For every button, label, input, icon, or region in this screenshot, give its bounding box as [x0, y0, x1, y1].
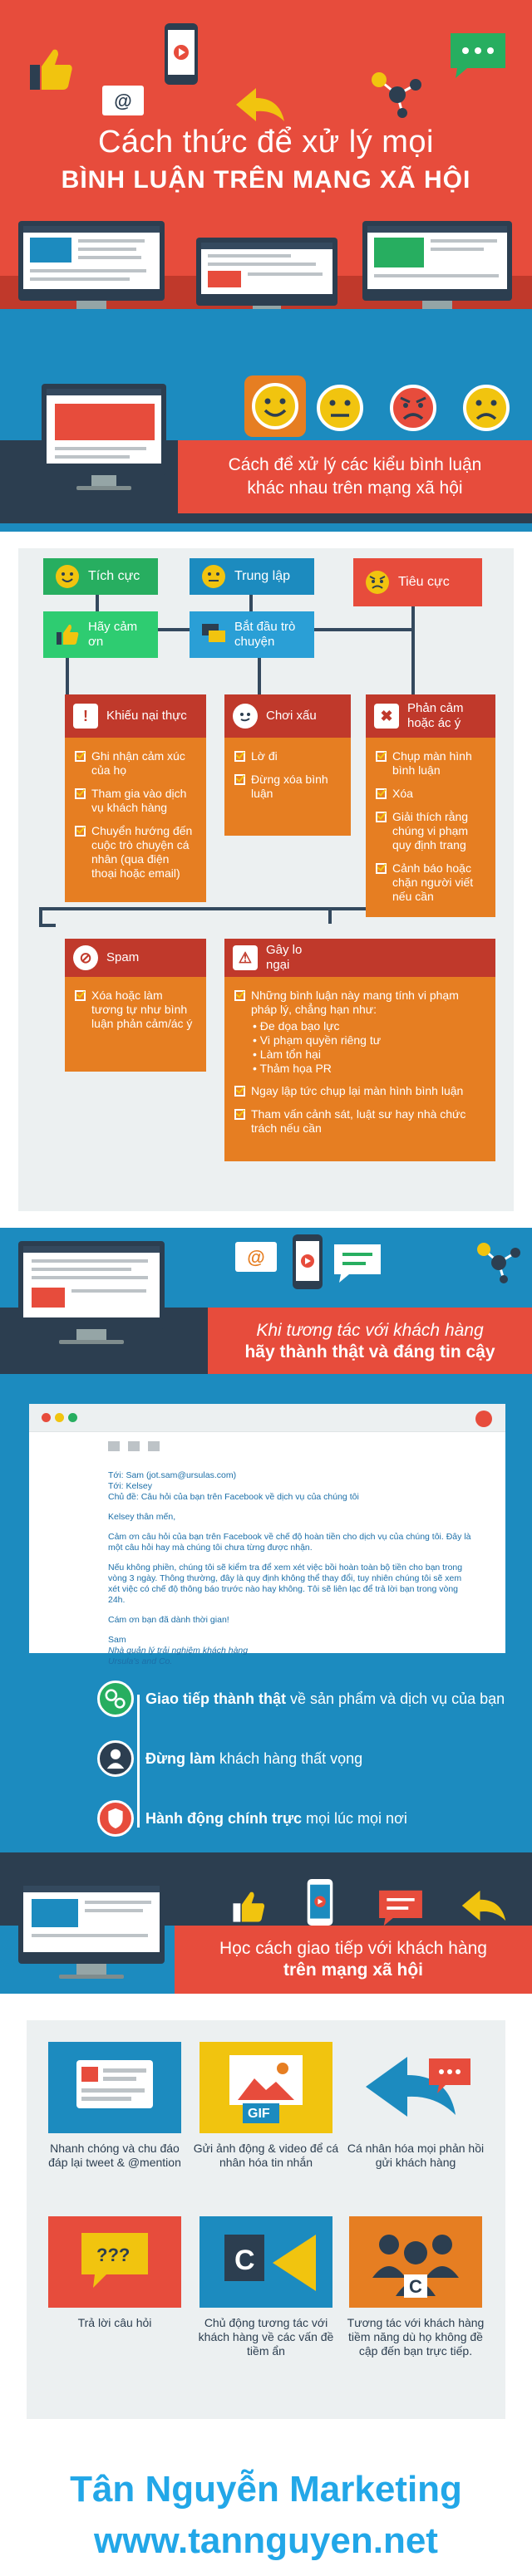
abuse-item: Giải thích rằng chúng vi phạm quy định trang — [392, 810, 469, 851]
tip-row — [29, 1736, 505, 1781]
email-to: Tới: Sam (jot.sam@ursulas.com) — [108, 1470, 237, 1480]
window-close-dot[interactable] — [42, 1413, 51, 1422]
comment-types-title-line1: Cách để xử lý các kiểu bình luận — [228, 455, 482, 474]
email-toolbar — [108, 1441, 474, 1453]
positive-header — [43, 558, 158, 595]
abuse-item: Chụp màn hình bình luận — [392, 749, 472, 777]
angry-face-icon — [389, 384, 437, 432]
email-sign-name: Sam — [108, 1635, 126, 1645]
warning-icon: ⚠ — [233, 945, 258, 970]
gif-label: GIF — [248, 2107, 270, 2121]
complaint-item: Ghi nhận cảm xúc của họ — [91, 749, 185, 777]
concern-item: Tham vấn cảnh sát, luật sư hay nhà chức trách nếu cần — [251, 1107, 466, 1135]
honesty-title-line2: hãy thành thật và đáng tin cậy — [244, 1342, 495, 1362]
personal-title-line1: Học cách giao tiếp với khách hàng — [219, 1939, 487, 1958]
email-greeting: Kelsey thân mến, — [108, 1512, 176, 1522]
monitor-section3 — [18, 1241, 165, 1329]
neutral-label: Trung lập — [234, 569, 290, 583]
reply-arrow-icon — [234, 86, 286, 123]
complaint-card — [65, 694, 206, 902]
monitor-center — [196, 238, 337, 306]
neutral-face-icon — [316, 384, 364, 432]
share-network-icon — [366, 68, 424, 118]
hero-title-line2: BÌNH LUẬN TRÊN MẠNG XÃ HỘI — [61, 166, 471, 194]
comment-types-title-line2: khác nhau trên mạng xã hội — [247, 478, 463, 498]
abuse-title: Phản cảm hoặc ác ý — [407, 701, 464, 730]
chat-bubble-icon — [331, 1241, 384, 1286]
neutral-face-icon — [201, 564, 226, 589]
concern-subitem: • Làm tổn hại — [253, 1048, 321, 1061]
honesty-banner — [208, 1308, 532, 1374]
brand-name: Tân Nguyễn Marketing — [70, 2469, 462, 2510]
tweet-tile — [48, 2042, 181, 2133]
questions-tile — [48, 2216, 181, 2308]
complaint-item: Tham gia vào dịch vụ khách hàng — [91, 787, 187, 814]
email-body — [108, 1470, 474, 1667]
svg-text:@: @ — [114, 91, 132, 111]
gif-tile — [200, 2042, 332, 2133]
hero-title-line1: Cách thức để xử lý mọi — [97, 125, 434, 159]
prospects-tile — [349, 2216, 482, 2308]
chat-bubble-icon — [447, 30, 509, 81]
concern-subitem: • Đe dọa bạo lực — [253, 1019, 340, 1033]
angry-face-icon — [365, 570, 390, 595]
email-window-titlebar — [29, 1404, 505, 1432]
thumbs-up-icon — [55, 622, 80, 647]
trolling-card — [224, 694, 351, 836]
email-icon — [101, 85, 145, 116]
phone-icon — [163, 22, 200, 86]
c-logo-label: C — [234, 2245, 255, 2276]
honesty-title-line1: Khi tương tác với khách hàng — [256, 1321, 484, 1340]
block-icon: ⊘ — [73, 945, 98, 970]
proactive-tile — [200, 2216, 332, 2308]
trolling-item: Đừng xóa bình luận — [251, 773, 328, 800]
phone-icon — [291, 1233, 324, 1291]
tip-row — [29, 1796, 505, 1841]
trolling-item: Lờ đi — [251, 749, 278, 763]
spam-card — [65, 939, 206, 1072]
email-paragraph: Nếu không phiền, chúng tôi sẽ kiểm tra để xem xét việc bồi hoàn toàn bộ tiền cho bạn trong vòng 3 ngày. Thông thường, đây là quy định không thể thay đổi, tuy nhiên chúng tôi sẽ xem xét việc có chế độ thông báo trước nào hay không. Tôi sẽ liên lạc để trả lời bạn trong vòng 24h. — [108, 1563, 463, 1605]
chat-icon — [201, 622, 226, 647]
window-maximize-dot[interactable] — [68, 1413, 77, 1422]
email-sign-company: Ursula's and Co. — [108, 1656, 173, 1666]
sad-face-icon — [462, 384, 510, 432]
gears-icon — [97, 1681, 134, 1717]
neutral-action-label: Bắt đầu trò chuyện — [234, 620, 296, 649]
tile-caption: Trả lời câu hỏi — [77, 2316, 152, 2329]
negative-header — [353, 558, 482, 606]
spam-item: Xóa hoặc làm tương tự như bình luận phản cảm/ác ý — [91, 989, 193, 1030]
abuse-item: Cảnh báo hoặc chặn người viết nếu cần — [392, 861, 474, 903]
tip-row — [29, 1676, 505, 1721]
monitor-section2 — [42, 384, 166, 475]
tip-text: Giao tiếp thành thật về sản phẩm và dịch vụ của bạn — [145, 1690, 505, 1707]
positive-action — [43, 611, 158, 658]
tip-text: Hành động chính trực mọi lúc mọi nơi — [145, 1809, 407, 1827]
person-icon — [97, 1740, 134, 1777]
brand-url[interactable]: www.tannguyen.net — [94, 2520, 438, 2561]
negative-label: Tiêu cực — [398, 575, 450, 589]
personal-title-line2: trên mạng xã hội — [283, 1960, 424, 1980]
trolling-title: Chơi xấu — [266, 709, 317, 723]
c-logo-label: C — [409, 2276, 422, 2297]
concern-item: Những bình luận này mang tính vi phạm pháp lý, chẳng hạn như: — [251, 989, 459, 1016]
tile-caption: Tương tác với khách hàng tiềm năng dù họ không đề cập đến bạn trực tiếp. — [347, 2316, 485, 2358]
reply-arrow-icon — [461, 1889, 507, 1922]
concern-title: Gây lo ngại — [266, 943, 303, 972]
abuse-card — [366, 694, 495, 917]
monitor-right — [362, 221, 512, 301]
monitor-left — [18, 221, 165, 301]
concern-item: Ngay lập tức chụp lại màn hình bình luận — [251, 1084, 464, 1097]
toolbar-icon[interactable] — [128, 1441, 140, 1451]
cross-tools-icon: ✖ — [374, 704, 399, 729]
alert-icon: ! — [73, 704, 98, 729]
email-thanks: Cám ơn bạn đã dành thời gian! — [108, 1615, 229, 1625]
email-paragraph: Cảm ơn câu hỏi của bạn trên Facebook về chế độ hoàn tiền cho dịch vụ của chúng tôi. Đây là một câu hỏi hay mà chúng tôi chưa từng được nhận. — [108, 1532, 471, 1553]
troll-face-icon — [233, 704, 258, 729]
spam-title: Spam — [106, 950, 140, 964]
window-minimize-dot[interactable] — [55, 1413, 64, 1422]
question-label: ??? — [96, 2245, 131, 2265]
comment-types-banner — [178, 440, 532, 513]
abuse-item: Xóa — [392, 787, 413, 800]
tip-text: Đừng làm khách hàng thất vọng — [145, 1749, 363, 1767]
tile-caption: Nhanh chóng và chu đáo đáp lại tweet & @mention — [48, 2142, 181, 2169]
user-avatar-icon[interactable] — [475, 1411, 492, 1427]
neutral-action — [190, 611, 314, 658]
angry-face-tile — [389, 384, 437, 432]
monitor-section4 — [18, 1881, 165, 1964]
company-logo-icon — [200, 2216, 332, 2308]
toolbar-icon[interactable] — [148, 1441, 160, 1451]
neutral-header — [190, 558, 314, 595]
positive-label: Tích cực — [88, 569, 140, 583]
tile-caption: Cá nhân hóa mọi phản hồi gửi khách hàng — [347, 2142, 485, 2169]
concern-card — [224, 939, 495, 1161]
thumbs-up-icon — [25, 43, 76, 95]
concern-subitem: • Vi phạm quyền riêng tư — [253, 1033, 382, 1047]
happy-face-icon — [251, 382, 299, 430]
phone-icon — [306, 1877, 334, 1927]
neutral-face-tile — [316, 384, 364, 432]
email-from: Tới: Kelsey — [108, 1481, 152, 1491]
happy-face-icon — [55, 564, 80, 589]
reply-tile — [349, 2042, 482, 2133]
email-icon — [234, 1241, 278, 1273]
complaint-title: Khiếu nại thực — [106, 709, 187, 723]
concern-subitem: • Thảm họa PR — [253, 1062, 332, 1075]
shield-icon — [97, 1800, 134, 1837]
svg-text:@: @ — [247, 1247, 265, 1268]
complaint-item: Chuyển hướng đến cuộc trò chuyện cá nhân (qua điện thoại hoặc email) — [91, 824, 193, 880]
tile-caption: Gửi ảnh động & video để cá nhân hóa tin nhắn — [193, 2142, 339, 2169]
sad-face-tile — [462, 384, 510, 432]
email-subject: Chủ đề: Câu hỏi của bạn trên Facebook về dịch vụ của chúng tôi — [108, 1492, 359, 1502]
share-network-icon — [472, 1238, 522, 1284]
chat-bubble-icon — [376, 1887, 426, 1929]
toolbar-icon[interactable] — [108, 1441, 120, 1451]
positive-action-label: Hãy cảm ơn — [88, 620, 138, 649]
tile-caption: Chủ động tương tác với khách hàng về các vấn đề tiềm ẩn — [198, 2316, 334, 2358]
reply-chat-icon — [349, 2042, 482, 2133]
happy-face-tile — [244, 375, 306, 437]
email-sign-role: Nhà quản lý trải nghiệm khách hàng — [108, 1646, 249, 1656]
mention-icon — [48, 2042, 181, 2133]
personal-banner — [175, 1926, 532, 1994]
thumbs-up-icon — [229, 1887, 268, 1926]
